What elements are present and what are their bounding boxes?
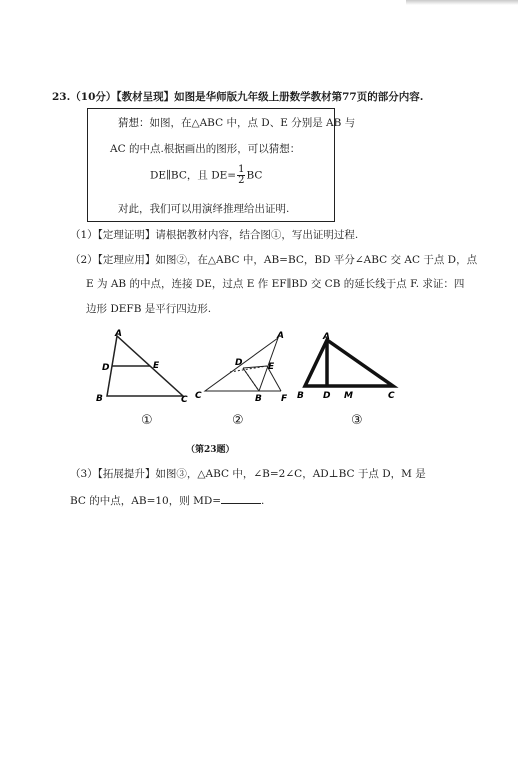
figure-caption: （第23题） — [186, 445, 235, 455]
box-line-4: 对此，我们可以用演绎推理给出证明. — [118, 203, 290, 215]
fig1-label-b: B — [96, 394, 103, 404]
part-3-line-2 — [70, 493, 264, 508]
fraction-one-half — [237, 165, 245, 186]
fig3-label-m: M — [344, 391, 353, 401]
answer-blank[interactable] — [221, 493, 261, 504]
part-2-line-3: 边形 DEFB 是平行四边形. — [86, 303, 212, 315]
figure-3-triangle — [295, 328, 405, 408]
page-edge-shadow — [406, 0, 518, 5]
fig2-label-f: F — [281, 394, 288, 404]
fig3-label-a: A — [323, 332, 330, 342]
box-line-2: AC 的中点.根据画出的图形，可以猜想： — [110, 143, 301, 155]
part-2-line-2: E 为 AB 的中点，连接 DE，过点 E 作 EF∥BD 交 CB 的延长线于点 F. 求证：四 — [86, 278, 465, 290]
fig1-label-d: D — [102, 363, 110, 373]
formula-suffix: BC — [246, 169, 263, 182]
figure-2-triangle — [195, 328, 295, 408]
fig3-label-d: D — [323, 391, 331, 401]
fraction-numerator: 1 — [238, 164, 245, 175]
fig2-label-c: C — [195, 391, 202, 401]
fig2-label-b: B — [255, 394, 262, 404]
formula-prefix: DE∥BC，且 DE= — [150, 169, 237, 182]
fig1-label-a: A — [115, 329, 122, 339]
fig3-label-c: C — [388, 391, 395, 401]
fig1-label-c: C — [181, 395, 188, 405]
fig1-label-e: E — [153, 361, 160, 371]
fig3-label-b: B — [297, 391, 304, 401]
part-3-line-1: （3）【拓展提升】如图③，△ABC 中，∠B=2∠C，AD⊥BC 于点 D，M 是 — [70, 468, 426, 480]
fig2-label-d: D — [235, 358, 243, 368]
box-line-1: 猜想：如图，在△ABC 中，点 D、E 分别是 AB 与 — [118, 117, 356, 129]
part-3-end: . — [261, 495, 265, 507]
question-header: 23.（10分）【教材呈现】如图是华师版九年级上册数学教材第77页的部分内容. — [52, 91, 424, 103]
part-3-text: BC 的中点，AB=10，则 MD= — [70, 495, 222, 507]
box-formula — [150, 165, 262, 186]
figure-1-triangle — [95, 328, 190, 408]
part-2-line-1: （2）【定理应用】如图②，在△ABC 中，AB=BC，BD 平分∠ABC 交 AC 于点 D，点 — [70, 254, 478, 266]
fig2-label-a: A — [277, 331, 284, 341]
part-1: （1）【定理证明】请根据教材内容，结合图①，写出证明过程. — [70, 229, 359, 241]
figure-number-1: ① — [141, 413, 153, 428]
textbook-excerpt-box — [87, 108, 356, 222]
fig2-label-e: E — [268, 362, 275, 372]
figure-number-3: ③ — [351, 413, 363, 428]
figure-number-2: ② — [232, 413, 244, 428]
fraction-denominator: 2 — [238, 175, 245, 186]
